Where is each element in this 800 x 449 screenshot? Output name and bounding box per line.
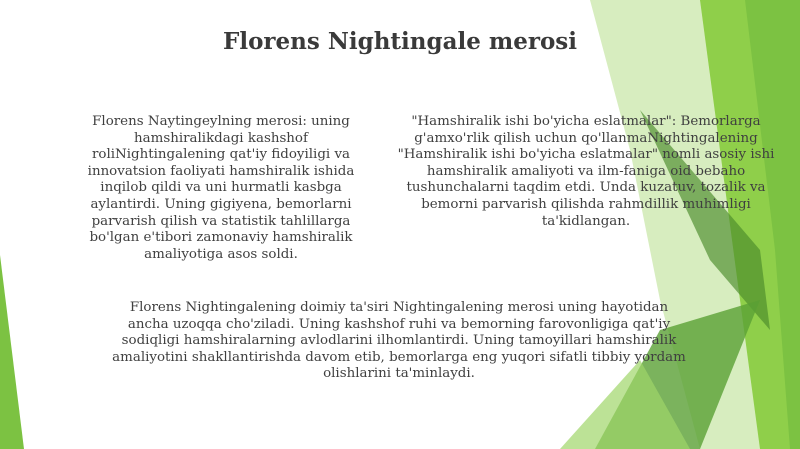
bottom-paragraph: Florens Nightingalening doimiy ta'siri Nightingalening merosi uning hayotidan ancha uzoqqa cho'ziladi. Uning kashshof ruhi va bemorning farovonligiga qat'iy sodiqligi hamshiralarning avlodlarini ilhomlantirdi. Uning tamoyillari hamshiralik amaliyotini shakllantirishda davom etib, bemorlarga eng yuqori sifatli tibbiy yordam olishlarini ta'minlaydi. bbox=[112, 300, 686, 382]
slide-title: Florens Nightingale merosi bbox=[223, 28, 577, 55]
right-paragraph: "Hamshiralik ishi bo'yicha eslatmalar": Bemorlarga g'amxo'rlik qilish uchun qo'llanmaNightingalening "Hamshiralik ishi bo'yicha eslatmalar" nomli asosiy ishi hamshiralik amaliyoti va ilm-faniga oid bebaho tushunchalarni taqdim etdi. Unda kuzatuv, tozalik va bemorni parvarish qilishda rahmdillik muhimligi ta'kidlangan. bbox=[397, 114, 775, 229]
left-paragraph: Florens Naytingeylning merosi: uning hamshiralikdagi kashshof roliNightingalening qat'iy fidoyiligi va innovatsion faoliyati hamshiralik ishida inqilob qildi va uni hurmatli kasbga aylantirdi. Uning gigiyena, bemorlarni parvarish qilish va statistik tahlillarga bo'lgan e'tibori zamonaviy hamshiralik amaliyotiga asos soldi. bbox=[87, 114, 355, 262]
left-green-sliver bbox=[0, 255, 24, 449]
